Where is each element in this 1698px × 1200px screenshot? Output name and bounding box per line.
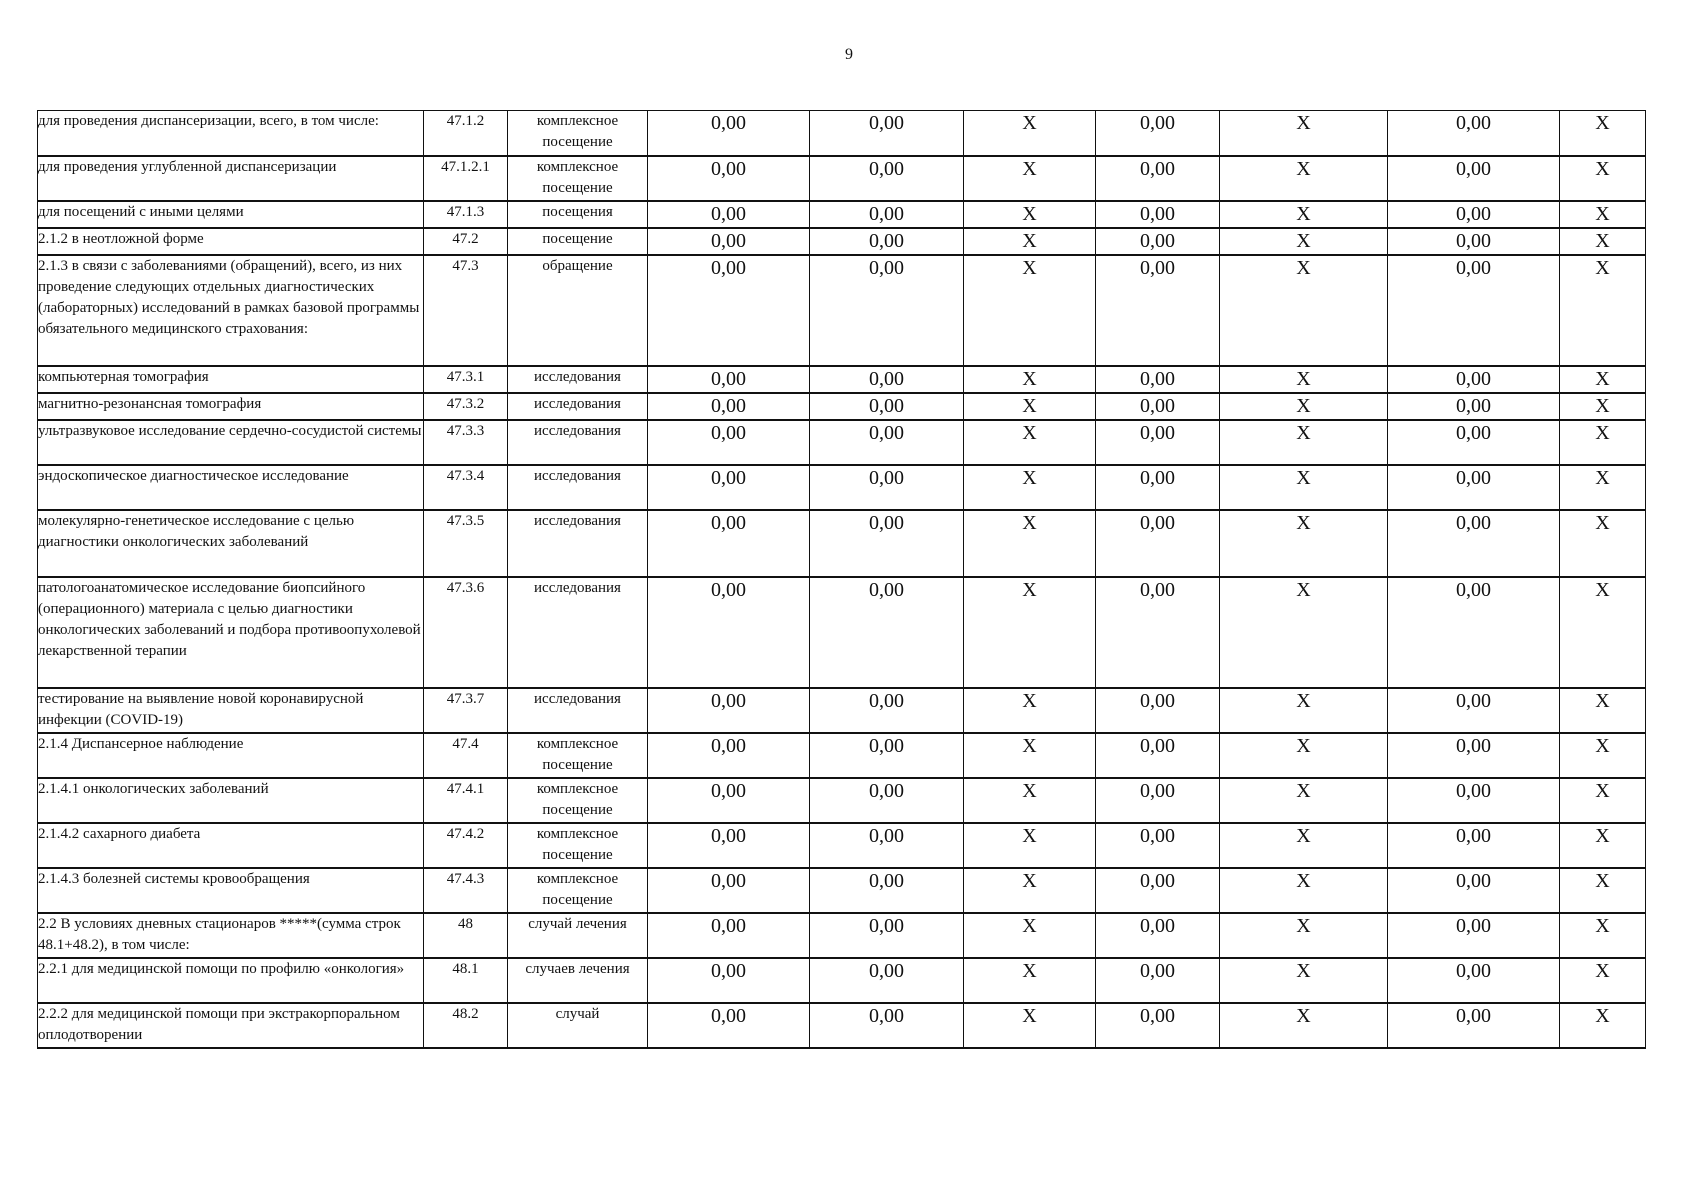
row-value-cell: X — [1220, 510, 1388, 577]
row-value-cell: 0,00 — [1388, 688, 1560, 733]
row-value-cell: 0,00 — [810, 868, 964, 913]
row-value-cell: 0,00 — [648, 958, 810, 1003]
row-value-cell: 0,00 — [1096, 156, 1220, 201]
row-value-cell: 0,00 — [1096, 778, 1220, 823]
row-value-cell: 0,00 — [1096, 228, 1220, 255]
row-name-cell: 2.2.2 для медицинской помощи при экстракорпоральном оплодотворении — [38, 1003, 424, 1048]
row-value-cell: X — [964, 868, 1096, 913]
row-value-cell: X — [1560, 778, 1646, 823]
row-name-cell: эндоскопическое диагностическое исследование — [38, 465, 424, 510]
row-code-cell: 47.1.2.1 — [424, 156, 508, 201]
row-value-cell: X — [1220, 1003, 1388, 1048]
row-code-cell: 48 — [424, 913, 508, 958]
row-value-cell: X — [1560, 733, 1646, 778]
row-value-cell: X — [1560, 913, 1646, 958]
row-value-cell: 0,00 — [648, 778, 810, 823]
row-value-cell: X — [1560, 823, 1646, 868]
row-value-cell: X — [1560, 688, 1646, 733]
row-value-cell: 0,00 — [810, 577, 964, 688]
row-value-cell: 0,00 — [1096, 688, 1220, 733]
table-row — [38, 228, 1646, 255]
row-value-cell: X — [1560, 393, 1646, 420]
row-value-cell: 0,00 — [1096, 111, 1220, 156]
row-value-cell: X — [964, 688, 1096, 733]
row-value-cell: X — [1560, 958, 1646, 1003]
table-row — [38, 420, 1646, 465]
row-value-cell: 0,00 — [1388, 420, 1560, 465]
row-value-cell: 0,00 — [1388, 958, 1560, 1003]
row-value-cell: X — [1560, 111, 1646, 156]
row-code-cell: 47.3 — [424, 255, 508, 366]
row-value-cell: 0,00 — [1388, 577, 1560, 688]
row-value-cell: 0,00 — [1096, 366, 1220, 393]
row-name-cell: 2.1.4.1 онкологических заболеваний — [38, 778, 424, 823]
row-value-cell: 0,00 — [810, 688, 964, 733]
row-name-cell: ультразвуковое исследование сердечно-сосудистой системы — [38, 420, 424, 465]
row-value-cell: 0,00 — [648, 733, 810, 778]
row-value-cell: 0,00 — [1096, 958, 1220, 1003]
table-row — [38, 393, 1646, 420]
table-row — [38, 688, 1646, 733]
row-unit-cell: исследования — [508, 465, 648, 510]
row-code-cell: 47.1.3 — [424, 201, 508, 228]
row-value-cell: 0,00 — [648, 913, 810, 958]
row-value-cell: X — [1220, 393, 1388, 420]
row-value-cell: X — [1560, 510, 1646, 577]
row-value-cell: 0,00 — [810, 228, 964, 255]
row-value-cell: X — [964, 823, 1096, 868]
row-value-cell: X — [1220, 778, 1388, 823]
row-unit-cell: случай — [508, 1003, 648, 1048]
row-value-cell: 0,00 — [648, 366, 810, 393]
row-code-cell: 47.1.2 — [424, 111, 508, 156]
row-value-cell: 0,00 — [648, 393, 810, 420]
row-value-cell: X — [964, 228, 1096, 255]
row-unit-cell: исследования — [508, 393, 648, 420]
row-value-cell: 0,00 — [810, 201, 964, 228]
row-value-cell: X — [1220, 366, 1388, 393]
row-value-cell: X — [1220, 913, 1388, 958]
row-value-cell: 0,00 — [1096, 465, 1220, 510]
row-value-cell: X — [964, 577, 1096, 688]
row-code-cell: 47.3.6 — [424, 577, 508, 688]
table-row — [38, 201, 1646, 228]
table-row — [38, 733, 1646, 778]
row-value-cell: X — [964, 913, 1096, 958]
row-value-cell: X — [964, 366, 1096, 393]
row-name-cell: 2.2.1 для медицинской помощи по профилю «онкология» — [38, 958, 424, 1003]
row-value-cell: 0,00 — [1096, 823, 1220, 868]
row-value-cell: 0,00 — [810, 958, 964, 1003]
row-value-cell: X — [1220, 201, 1388, 228]
row-code-cell: 47.4.3 — [424, 868, 508, 913]
row-value-cell: X — [1220, 733, 1388, 778]
row-value-cell: X — [964, 255, 1096, 366]
row-unit-cell: исследования — [508, 577, 648, 688]
row-value-cell: X — [1560, 156, 1646, 201]
row-code-cell: 47.3.5 — [424, 510, 508, 577]
row-value-cell: 0,00 — [648, 465, 810, 510]
row-unit-cell: исследования — [508, 688, 648, 733]
row-code-cell: 47.2 — [424, 228, 508, 255]
row-value-cell: 0,00 — [1388, 733, 1560, 778]
row-value-cell: X — [1560, 228, 1646, 255]
row-value-cell: 0,00 — [1096, 577, 1220, 688]
row-name-cell: тестирование на выявление новой коронавирусной инфекции (COVID-19) — [38, 688, 424, 733]
table-row — [38, 778, 1646, 823]
row-value-cell: X — [1220, 577, 1388, 688]
row-value-cell: 0,00 — [1388, 913, 1560, 958]
row-value-cell: 0,00 — [1096, 201, 1220, 228]
table-row — [38, 577, 1646, 688]
row-value-cell: 0,00 — [810, 465, 964, 510]
row-value-cell: 0,00 — [1096, 510, 1220, 577]
table-row — [38, 111, 1646, 156]
row-value-cell: 0,00 — [810, 733, 964, 778]
row-value-cell: 0,00 — [1388, 868, 1560, 913]
row-name-cell: 2.1.4.3 болезней системы кровообращения — [38, 868, 424, 913]
row-value-cell: 0,00 — [1388, 111, 1560, 156]
table-row — [38, 913, 1646, 958]
row-value-cell: X — [964, 465, 1096, 510]
row-value-cell: X — [1560, 420, 1646, 465]
row-code-cell: 48.2 — [424, 1003, 508, 1048]
row-value-cell: 0,00 — [810, 510, 964, 577]
row-code-cell: 48.1 — [424, 958, 508, 1003]
row-value-cell: 0,00 — [1096, 420, 1220, 465]
row-value-cell: 0,00 — [648, 420, 810, 465]
row-unit-cell: комплексное посещение — [508, 733, 648, 778]
row-value-cell: X — [1220, 688, 1388, 733]
row-unit-cell: исследования — [508, 510, 648, 577]
row-value-cell: 0,00 — [648, 510, 810, 577]
row-code-cell: 47.4 — [424, 733, 508, 778]
row-name-cell: 2.1.4.2 сахарного диабета — [38, 823, 424, 868]
row-value-cell: 0,00 — [1096, 255, 1220, 366]
row-unit-cell: случай лечения — [508, 913, 648, 958]
row-value-cell: 0,00 — [648, 255, 810, 366]
row-name-cell: 2.1.4 Диспансерное наблюдение — [38, 733, 424, 778]
row-value-cell: 0,00 — [810, 366, 964, 393]
row-value-cell: 0,00 — [1388, 393, 1560, 420]
row-value-cell: 0,00 — [648, 868, 810, 913]
table-row — [38, 958, 1646, 1003]
row-code-cell: 47.3.2 — [424, 393, 508, 420]
row-value-cell: 0,00 — [810, 823, 964, 868]
row-unit-cell: исследования — [508, 420, 648, 465]
row-value-cell: X — [1560, 1003, 1646, 1048]
row-value-cell: 0,00 — [810, 156, 964, 201]
row-value-cell: 0,00 — [1388, 465, 1560, 510]
row-name-cell: 2.2 В условиях дневных стационаров *****(сумма строк 48.1+48.2), в том числе: — [38, 913, 424, 958]
row-unit-cell: комплексное посещение — [508, 111, 648, 156]
row-unit-cell: комплексное посещение — [508, 868, 648, 913]
row-code-cell: 47.3.7 — [424, 688, 508, 733]
row-value-cell: 0,00 — [810, 913, 964, 958]
table-row — [38, 156, 1646, 201]
table-row — [38, 366, 1646, 393]
row-value-cell: 0,00 — [1096, 733, 1220, 778]
row-value-cell: 0,00 — [1388, 1003, 1560, 1048]
row-name-cell: 2.1.3 в связи с заболеваниями (обращений), всего, из них проведение следующих отдельных диагностических (лабораторных) исследований в рамках базовой программы обязательного медицинского страхования: — [38, 255, 424, 366]
row-value-cell: X — [964, 733, 1096, 778]
row-unit-cell: случаев лечения — [508, 958, 648, 1003]
table-row — [38, 465, 1646, 510]
row-value-cell: 0,00 — [1388, 510, 1560, 577]
table-row — [38, 255, 1646, 366]
row-name-cell: для проведения углубленной диспансеризации — [38, 156, 424, 201]
row-value-cell: X — [964, 393, 1096, 420]
row-code-cell: 47.3.3 — [424, 420, 508, 465]
row-value-cell: X — [1220, 111, 1388, 156]
row-value-cell: 0,00 — [648, 823, 810, 868]
row-value-cell: 0,00 — [648, 111, 810, 156]
row-unit-cell: посещения — [508, 201, 648, 228]
row-value-cell: 0,00 — [1096, 913, 1220, 958]
row-value-cell: 0,00 — [1096, 1003, 1220, 1048]
row-name-cell: для посещений с иными целями — [38, 201, 424, 228]
row-code-cell: 47.4.1 — [424, 778, 508, 823]
row-value-cell: X — [964, 510, 1096, 577]
row-value-cell: 0,00 — [648, 688, 810, 733]
row-value-cell: 0,00 — [1388, 156, 1560, 201]
row-value-cell: 0,00 — [810, 255, 964, 366]
row-value-cell: 0,00 — [1096, 393, 1220, 420]
row-unit-cell: комплексное посещение — [508, 778, 648, 823]
row-value-cell: 0,00 — [810, 420, 964, 465]
row-value-cell: X — [1220, 228, 1388, 255]
row-unit-cell: посещение — [508, 228, 648, 255]
row-value-cell: 0,00 — [648, 156, 810, 201]
row-unit-cell: комплексное посещение — [508, 823, 648, 868]
data-table — [37, 110, 1646, 1049]
row-value-cell: X — [1560, 577, 1646, 688]
row-value-cell: X — [1220, 958, 1388, 1003]
row-name-cell: патологоанатомическое исследование биопсийного (операционного) материала с целью диагностики онкологических заболеваний и подбора противоопухолевой лекарственной терапии — [38, 577, 424, 688]
row-value-cell: X — [964, 111, 1096, 156]
row-name-cell: молекулярно-генетическое исследование с целью диагностики онкологических заболеваний — [38, 510, 424, 577]
row-value-cell: X — [1560, 465, 1646, 510]
row-value-cell: 0,00 — [648, 577, 810, 688]
row-value-cell: X — [1220, 465, 1388, 510]
row-value-cell: X — [964, 1003, 1096, 1048]
row-value-cell: 0,00 — [1388, 201, 1560, 228]
row-value-cell: 0,00 — [648, 228, 810, 255]
row-unit-cell: комплексное посещение — [508, 156, 648, 201]
row-value-cell: X — [964, 156, 1096, 201]
row-value-cell: 0,00 — [1388, 255, 1560, 366]
row-value-cell: X — [1220, 255, 1388, 366]
row-name-cell: компьютерная томография — [38, 366, 424, 393]
row-value-cell: X — [1220, 868, 1388, 913]
row-name-cell: для проведения диспансеризации, всего, в том числе: — [38, 111, 424, 156]
table-row — [38, 868, 1646, 913]
row-value-cell: X — [964, 778, 1096, 823]
table-row — [38, 510, 1646, 577]
row-value-cell: X — [1220, 420, 1388, 465]
row-value-cell: 0,00 — [1388, 366, 1560, 393]
row-code-cell: 47.3.1 — [424, 366, 508, 393]
row-value-cell: X — [964, 201, 1096, 228]
row-value-cell: 0,00 — [648, 201, 810, 228]
row-value-cell: 0,00 — [648, 1003, 810, 1048]
row-value-cell: X — [1560, 366, 1646, 393]
row-value-cell: X — [964, 958, 1096, 1003]
row-value-cell: X — [964, 420, 1096, 465]
row-value-cell: X — [1220, 156, 1388, 201]
row-value-cell: 0,00 — [1388, 823, 1560, 868]
page-number: 9 — [845, 46, 853, 63]
row-value-cell: 0,00 — [1388, 778, 1560, 823]
row-value-cell: 0,00 — [810, 778, 964, 823]
row-code-cell: 47.4.2 — [424, 823, 508, 868]
row-value-cell: X — [1560, 868, 1646, 913]
row-code-cell: 47.3.4 — [424, 465, 508, 510]
row-value-cell: 0,00 — [810, 393, 964, 420]
table-row — [38, 1003, 1646, 1048]
row-value-cell: X — [1560, 255, 1646, 366]
row-name-cell: 2.1.2 в неотложной форме — [38, 228, 424, 255]
row-unit-cell: обращение — [508, 255, 648, 366]
row-unit-cell: исследования — [508, 366, 648, 393]
row-value-cell: 0,00 — [810, 111, 964, 156]
row-value-cell: 0,00 — [810, 1003, 964, 1048]
row-name-cell: магнитно-резонансная томография — [38, 393, 424, 420]
row-value-cell: 0,00 — [1096, 868, 1220, 913]
row-value-cell: X — [1220, 823, 1388, 868]
row-value-cell: X — [1560, 201, 1646, 228]
row-value-cell: 0,00 — [1388, 228, 1560, 255]
table-row — [38, 823, 1646, 868]
